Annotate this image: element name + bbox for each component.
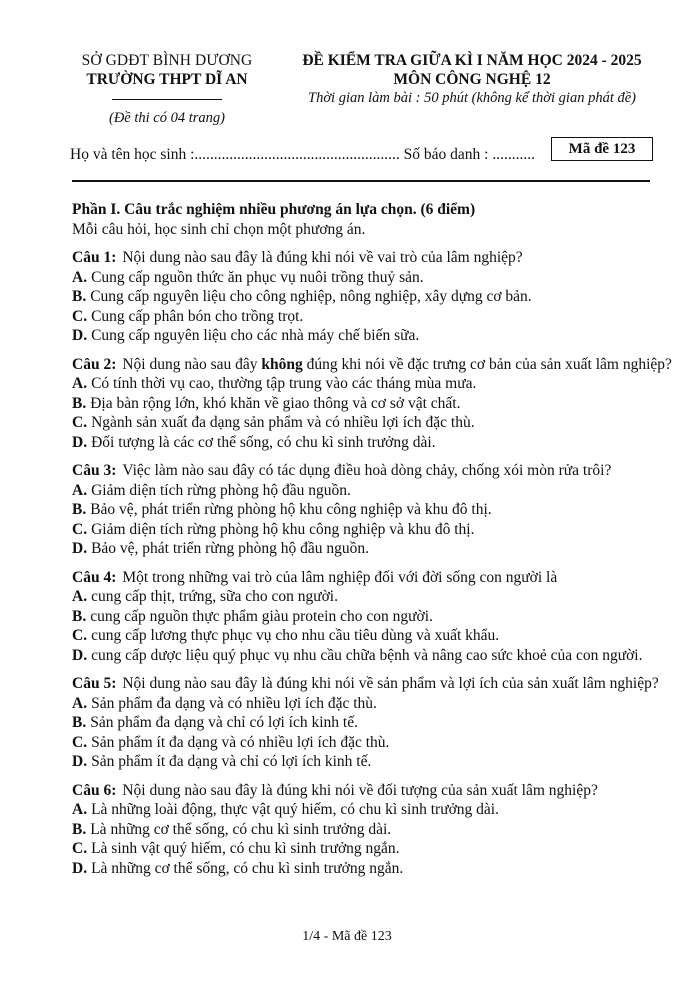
option-a [72, 800, 672, 820]
question-text: Nội dung nào sau đây là đúng khi nói về đối tượng của sản xuất lâm nghiệp? [122, 781, 598, 799]
option-c [72, 520, 672, 540]
header-left [62, 52, 272, 127]
question-text-after: đúng khi nói về đặc trưng cơ bản của sản xuất lâm nghiệp? [302, 355, 672, 373]
option-text: cung cấp dược liệu quý phục vụ nhu cầu chữa bệnh và nâng cao sức khoẻ của con người. [91, 646, 643, 664]
option-c [72, 307, 672, 327]
option-d [72, 433, 672, 453]
option-text: cung cấp thịt, trứng, sữa cho con người. [91, 588, 338, 605]
option-a [72, 587, 672, 607]
option-label: B. [72, 607, 87, 625]
option-text: Cung cấp nguồn thức ăn phục vụ nuôi trồng thuỷ sản. [91, 268, 424, 286]
time-note: Thời gian làm bài : 50 phút (không kể thời gian phát đề) [308, 90, 636, 106]
option-b [72, 713, 672, 733]
header-separator [72, 180, 650, 182]
option-text: Là sinh vật quý hiếm, có chu kì sinh trưởng ngắn. [91, 840, 400, 857]
option-text: Bảo vệ, phát triển rừng phòng hộ đầu nguồn. [91, 540, 369, 557]
option-label: B. [72, 394, 87, 412]
option-text: Cung cấp phân bón cho trồng trọt. [91, 307, 304, 325]
option-text: Là những loài động, thực vật quý hiếm, có chu kì sinh trưởng dài. [91, 801, 499, 818]
option-d [72, 539, 672, 559]
question-6 [72, 781, 672, 879]
question-number: Câu 6: [72, 781, 117, 799]
question-number: Câu 4: [72, 568, 117, 586]
option-text: cung cấp lương thực phục vụ cho nhu cầu tiêu dùng và xuất khẩu. [91, 627, 500, 644]
option-a [72, 374, 672, 394]
question-4 [72, 568, 672, 666]
option-label: C. [72, 307, 88, 325]
option-label: C. [72, 520, 88, 538]
option-label: D. [72, 859, 88, 877]
option-text: cung cấp nguồn thực phẩm giàu protein cho con người. [90, 607, 433, 625]
question-text: Nội dung nào sau đây là đúng khi nói về vai trò của lâm nghiệp? [122, 249, 523, 266]
option-b [72, 500, 672, 520]
exam-content [72, 200, 672, 878]
option-label: D. [72, 753, 88, 770]
question-text: Một trong những vai trò của lâm nghiệp đối với đời sống con người là [122, 568, 558, 586]
option-text: Là những cơ thể sống, có chu kì sinh trưởng dài. [90, 820, 392, 838]
question-1 [72, 248, 672, 346]
department-name: SỞ GDĐT BÌNH DƯƠNG [81, 52, 253, 69]
question-3 [72, 461, 672, 559]
option-a [72, 481, 672, 501]
option-label: C. [72, 733, 88, 751]
question-text: Việc làm nào sau đây có tác dụng điều hoà dòng chảy, chống xói mòn rửa trôi? [122, 462, 612, 479]
question-number: Câu 2: [72, 355, 117, 373]
option-label: C. [72, 627, 88, 644]
option-text: Sản phẩm ít đa dạng và có nhiều lợi ích đặc thù. [91, 733, 390, 751]
option-label: D. [72, 646, 88, 664]
option-d [72, 752, 672, 772]
option-text: Địa bàn rộng lớn, khó khăn về giao thông và cơ sở vật chất. [90, 394, 461, 412]
header-divider [112, 99, 222, 100]
option-b [72, 820, 672, 840]
option-text: Là những cơ thể sống, có chu kì sinh trưởng ngắn. [91, 859, 404, 877]
option-d [72, 646, 672, 666]
option-c [72, 733, 672, 753]
question-number: Câu 1: [72, 249, 117, 266]
option-label: A. [72, 481, 88, 499]
question-stem [72, 781, 672, 801]
option-label: A. [72, 268, 88, 286]
pages-note: (Đề thi có 04 trang) [109, 110, 225, 126]
option-label: C. [72, 414, 88, 431]
question-text-emphasis: không [261, 355, 303, 373]
subject-title: MÔN CÔNG NGHỆ 12 [393, 71, 551, 88]
school-name: TRƯỜNG THPT DĨ AN [86, 71, 248, 88]
option-label: A. [72, 375, 88, 392]
option-label: D. [72, 433, 88, 451]
option-text: Sản phẩm đa dạng và có nhiều lợi ích đặc thù. [91, 694, 377, 712]
option-c [72, 839, 672, 859]
option-text: Giảm diện tích rừng phòng hộ khu công nghiệp và khu đô thị. [91, 520, 475, 538]
exam-code-box: Mã đề 123 [551, 137, 653, 161]
option-b [72, 287, 672, 307]
option-c [72, 626, 672, 646]
option-text: Giảm diện tích rừng phòng hộ đầu nguồn. [91, 481, 351, 499]
option-label: D. [72, 327, 88, 344]
option-text: Sản phẩm ít đa dạng và chỉ có lợi ích kinh tế. [91, 753, 372, 770]
part-instruction: Mỗi câu hỏi, học sinh chỉ chọn một phương án. [72, 220, 366, 238]
option-d [72, 859, 672, 879]
question-number: Câu 5: [72, 675, 117, 692]
question-stem [72, 461, 672, 481]
option-a [72, 694, 672, 714]
option-label: D. [72, 540, 88, 557]
option-text: Có tính thời vụ cao, thường tập trung vào các tháng mùa mưa. [91, 375, 477, 392]
option-label: B. [72, 820, 87, 838]
option-text: Cung cấp nguyên liệu cho các nhà máy chế biến sữa. [91, 327, 420, 344]
option-d [72, 326, 672, 346]
option-text: Sản phẩm đa dạng và chỉ có lợi ích kinh tế. [90, 714, 358, 731]
option-label: C. [72, 840, 88, 857]
option-text: Bảo vệ, phát triển rừng phòng hộ khu công nghiệp và khu đô thị. [90, 501, 492, 518]
question-text: Nội dung nào sau đây là đúng khi nói về sản phẩm và lợi ích của sản xuất lâm nghiệp? [122, 675, 659, 692]
exam-title: ĐỀ KIỂM TRA GIỮA KÌ I NĂM HỌC 2024 - 2025 [302, 52, 642, 69]
option-text: Cung cấp nguyên liệu cho công nghiệp, nông nghiệp, xây dựng cơ bản. [90, 288, 532, 305]
part-title: Phần I. Câu trắc nghiệm nhiều phương án lựa chọn. (6 điểm) [72, 201, 476, 218]
option-label: A. [72, 801, 88, 818]
question-stem [72, 355, 672, 375]
option-text: Đối tượng là các cơ thể sống, có chu kì sinh trưởng dài. [91, 433, 436, 451]
student-info-line: Họ và tên học sinh :..................................................... Số báo danh : ........... [70, 146, 535, 163]
question-5 [72, 674, 672, 772]
option-label: B. [72, 501, 87, 518]
question-stem [72, 248, 672, 268]
question-2 [72, 355, 672, 453]
option-b [72, 607, 672, 627]
question-text-before: Nội dung nào sau đây [122, 355, 262, 373]
option-label: B. [72, 288, 87, 305]
option-a [72, 268, 672, 288]
page-footer: 1/4 - Mã đề 123 [302, 929, 392, 944]
option-label: A. [72, 694, 88, 712]
option-label: A. [72, 588, 88, 605]
option-text: Ngành sản xuất đa dạng sản phẩm và có nhiều lợi ích đặc thù. [91, 414, 475, 431]
question-number: Câu 3: [72, 462, 117, 479]
option-c [72, 413, 672, 433]
option-label: B. [72, 714, 87, 731]
header-right [282, 52, 662, 107]
question-stem [72, 674, 672, 694]
option-b [72, 394, 672, 414]
question-stem [72, 568, 672, 588]
